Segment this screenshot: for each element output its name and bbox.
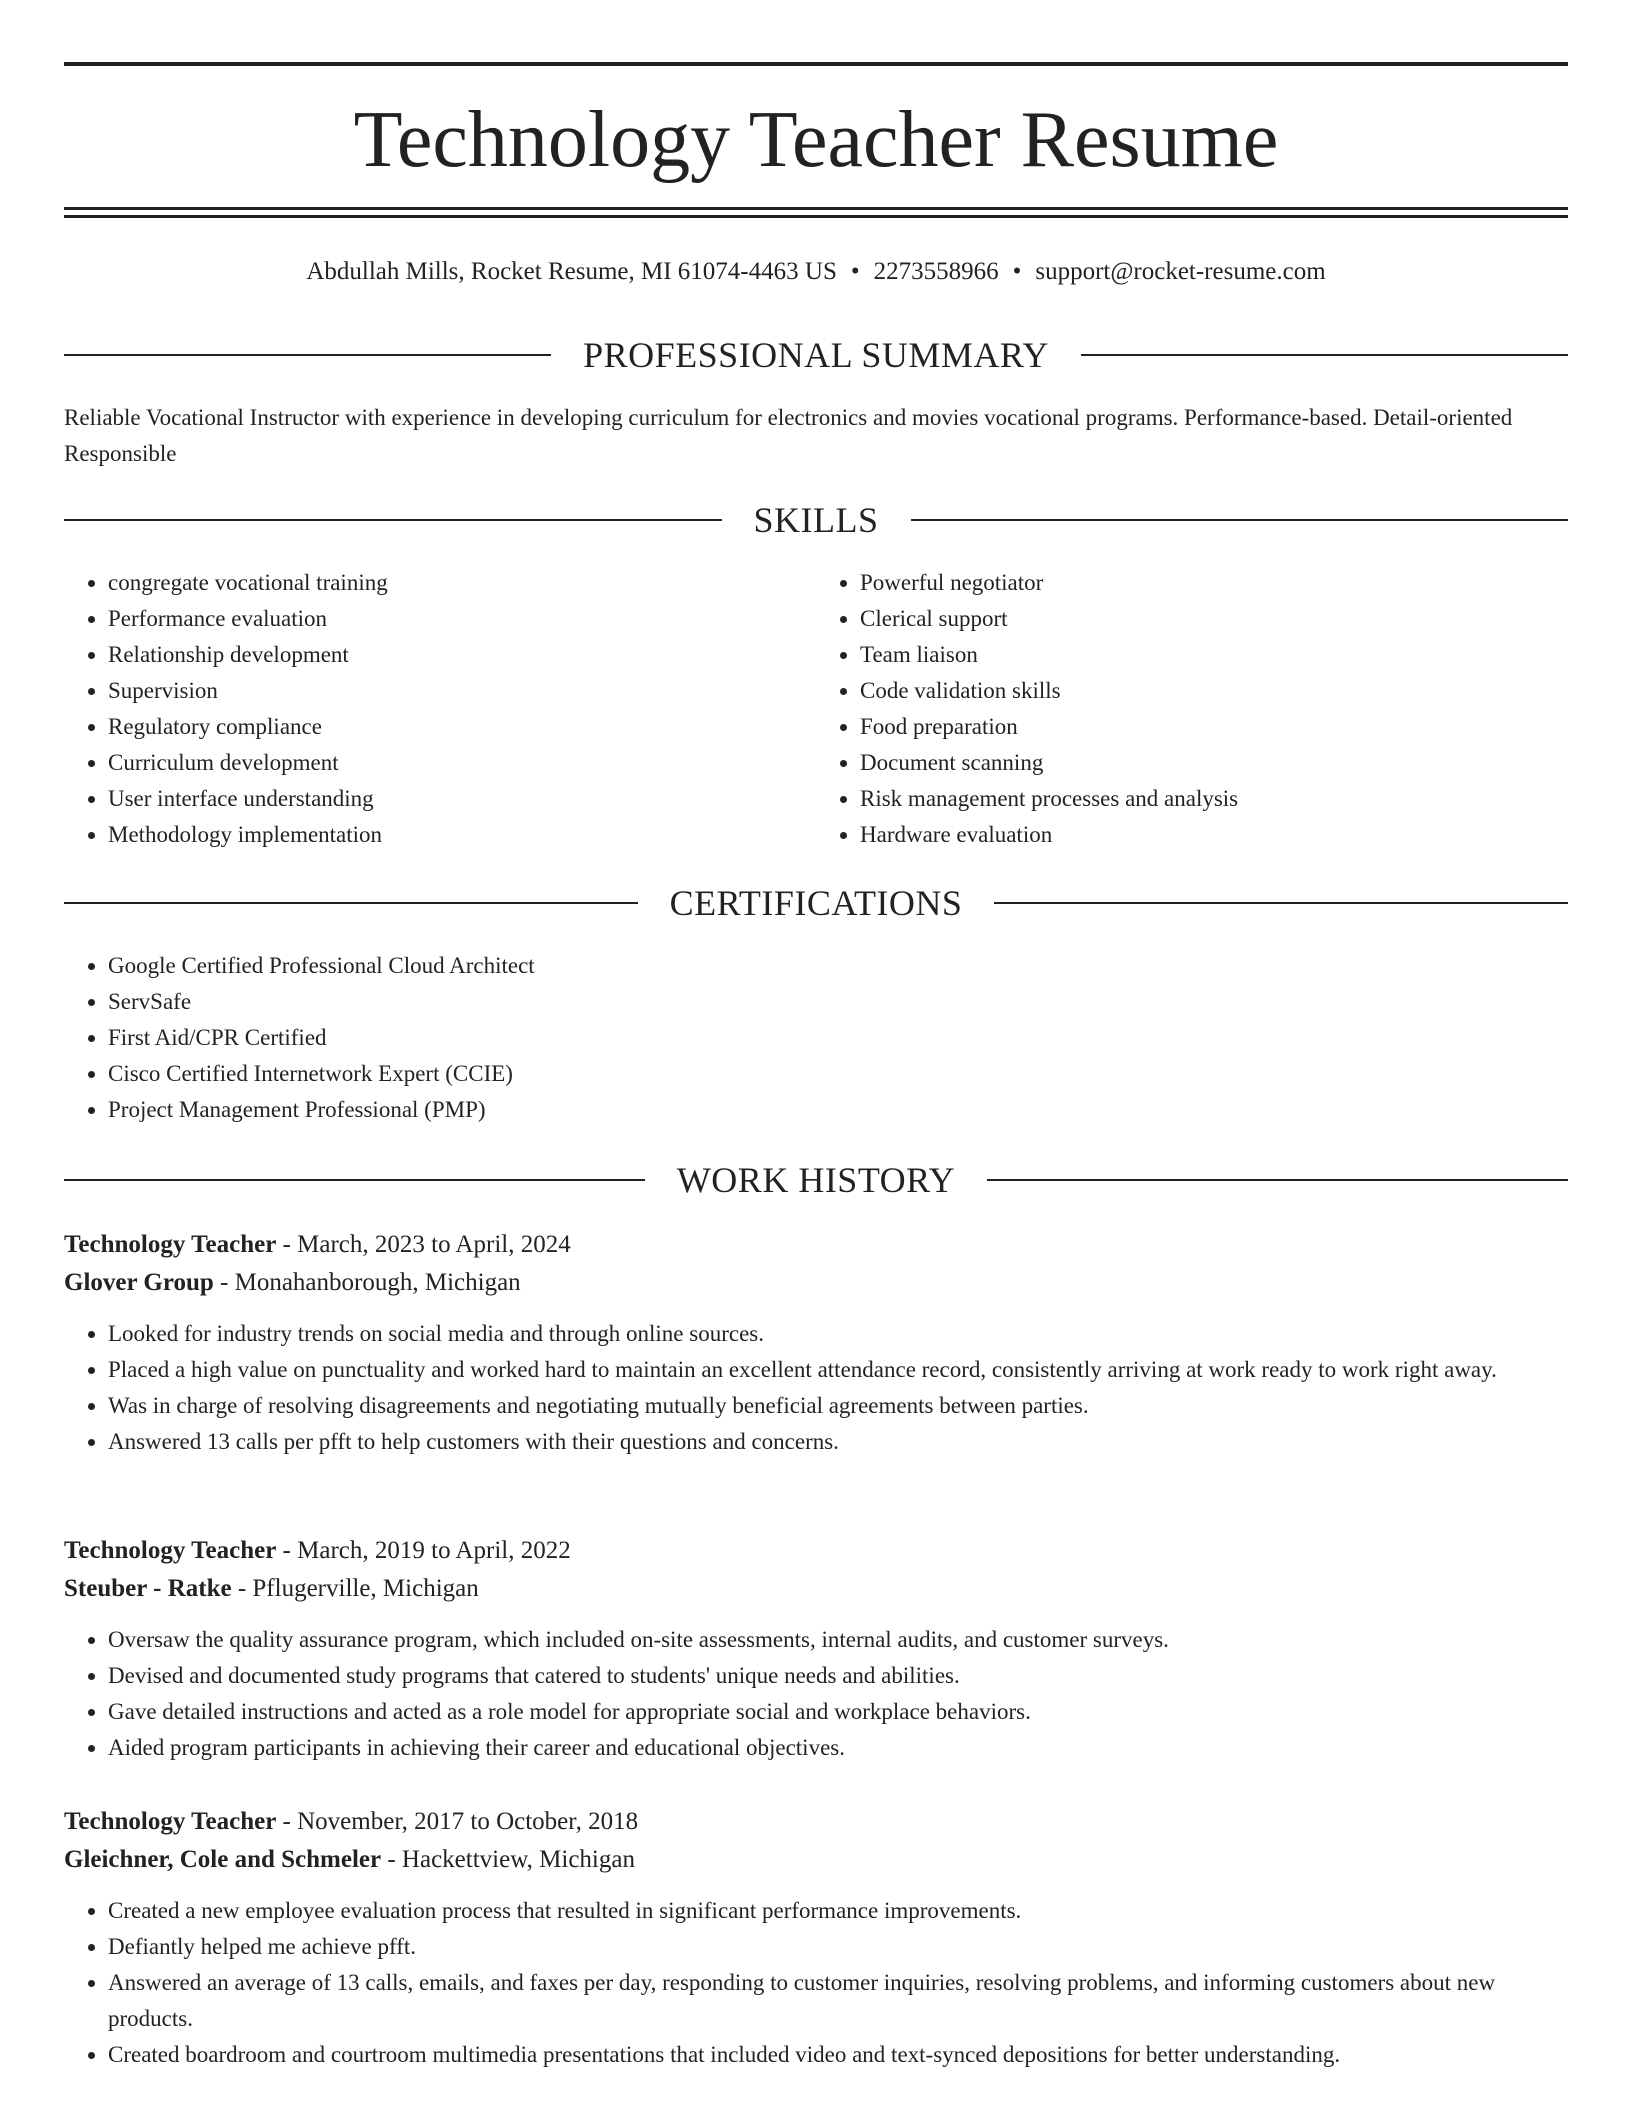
work-heading-row bbox=[64, 1158, 1568, 1202]
skill-item: • Clerical support bbox=[860, 601, 1568, 637]
skill-item: • User interface understanding bbox=[108, 781, 816, 817]
skill-item: • Code validation skills bbox=[860, 673, 1568, 709]
job-title: Technology Teacher bbox=[64, 1808, 277, 1835]
job-company-line bbox=[64, 1264, 1568, 1302]
title-double-rule bbox=[64, 207, 1568, 218]
job-title: Technology Teacher bbox=[64, 1231, 277, 1258]
heading-rule-right bbox=[911, 519, 1569, 521]
job-bullet: • Oversaw the quality assurance program, which included on-site assessments, internal audits, and customer surveys. bbox=[108, 1622, 1568, 1658]
skills-list bbox=[64, 565, 1568, 853]
skill-item: • congregate vocational training bbox=[108, 565, 816, 601]
contact-line bbox=[64, 255, 1568, 289]
job-title: Technology Teacher bbox=[64, 1537, 277, 1564]
heading-rule-right bbox=[1081, 354, 1568, 356]
job-bullet: • Created a new employee evaluation process that resulted in significant performance improvements. bbox=[108, 1893, 1568, 1929]
job-bullets bbox=[64, 1316, 1568, 1460]
skill-item: • Relationship development bbox=[108, 637, 816, 673]
heading-rule-left bbox=[64, 1179, 645, 1181]
contact-separator: • bbox=[850, 258, 860, 285]
job-bullet: • Answered 13 calls per pfft to help customers with their questions and concerns. bbox=[108, 1424, 1568, 1460]
job-bullet: • Created boardroom and courtroom multimedia presentations that included video and text-synced depositions for better understanding. bbox=[108, 2037, 1568, 2073]
job-bullet: • Placed a high value on punctuality and worked hard to maintain an excellent attendance record, consistently arriving at work ready to work right away. bbox=[108, 1352, 1568, 1388]
certifications-heading: CERTIFICATIONS bbox=[669, 883, 963, 923]
contact-separator: • bbox=[1012, 258, 1022, 285]
heading-rule-left bbox=[64, 902, 638, 904]
skills-heading-row bbox=[64, 498, 1568, 542]
job-location: - Monahanborough, Michigan bbox=[213, 1269, 521, 1296]
job-dates: - March, 2023 to April, 2024 bbox=[276, 1231, 571, 1258]
certification-item: • Project Management Professional (PMP) bbox=[108, 1092, 1568, 1128]
certification-item: • First Aid/CPR Certified bbox=[108, 1020, 1568, 1056]
heading-rule-right bbox=[994, 902, 1568, 904]
skills-heading: SKILLS bbox=[753, 500, 879, 540]
job-location: - Pflugerville, Michigan bbox=[231, 1575, 479, 1602]
job-bullet: • Looked for industry trends on social media and through online sources. bbox=[108, 1316, 1568, 1352]
skill-item: • Food preparation bbox=[860, 709, 1568, 745]
job-title-line bbox=[64, 1532, 1568, 1570]
job-bullets bbox=[64, 1893, 1568, 2073]
job-location: - Hackettview, Michigan bbox=[381, 1846, 635, 1873]
job-bullet: • Devised and documented study programs that catered to students' unique needs and abilities. bbox=[108, 1658, 1568, 1694]
work-heading: WORK HISTORY bbox=[676, 1160, 956, 1200]
job-entry bbox=[64, 1226, 1568, 1460]
job-bullet: • Defiantly helped me achieve pfft. bbox=[108, 1929, 1568, 1965]
contact-phone: 2273558966 bbox=[873, 258, 999, 285]
skill-item: • Hardware evaluation bbox=[860, 817, 1568, 853]
certification-item: • Cisco Certified Internetwork Expert (CCIE) bbox=[108, 1056, 1568, 1092]
skill-item: • Performance evaluation bbox=[108, 601, 816, 637]
certifications-list bbox=[64, 948, 1568, 1128]
skill-item: • Supervision bbox=[108, 673, 816, 709]
heading-rule-left bbox=[64, 354, 551, 356]
summary-heading: PROFESSIONAL SUMMARY bbox=[583, 335, 1049, 375]
job-bullet: • Aided program participants in achieving their career and educational objectives. bbox=[108, 1730, 1568, 1766]
skills-column-left bbox=[64, 565, 816, 853]
certifications-heading-row bbox=[64, 881, 1568, 925]
certification-item: • Google Certified Professional Cloud Architect bbox=[108, 948, 1568, 984]
contact-address: Abdullah Mills, Rocket Resume, MI 61074-4463 US bbox=[306, 258, 837, 285]
skill-item: • Powerful negotiator bbox=[860, 565, 1568, 601]
skills-column-right bbox=[816, 565, 1568, 853]
job-dates: - March, 2019 to April, 2022 bbox=[276, 1537, 571, 1564]
resume-title: Technology Teacher Resume bbox=[353, 96, 1279, 184]
skill-item: • Team liaison bbox=[860, 637, 1568, 673]
job-company-line bbox=[64, 1841, 1568, 1879]
job-bullet: • Gave detailed instructions and acted as a role model for appropriate social and workplace behaviors. bbox=[108, 1694, 1568, 1730]
skill-item: • Risk management processes and analysis bbox=[860, 781, 1568, 817]
skill-item: • Curriculum development bbox=[108, 745, 816, 781]
job-company: Steuber - Ratke bbox=[64, 1575, 232, 1602]
job-entry bbox=[64, 1803, 1568, 2073]
job-bullet: • Was in charge of resolving disagreements and negotiating mutually beneficial agreements between parties. bbox=[108, 1388, 1568, 1424]
job-bullets bbox=[64, 1622, 1568, 1766]
certification-item: • ServSafe bbox=[108, 984, 1568, 1020]
job-title-line bbox=[64, 1226, 1568, 1264]
summary-text: Reliable Vocational Instructor with experience in developing curriculum for electronics and movies vocational programs. Performance-based. Detail-oriented Responsible bbox=[64, 405, 1513, 466]
job-title-line bbox=[64, 1803, 1568, 1841]
job-company-line bbox=[64, 1570, 1568, 1608]
contact-email: support@rocket-resume.com bbox=[1035, 258, 1326, 285]
skill-item: • Regulatory compliance bbox=[108, 709, 816, 745]
job-bullet: • Answered an average of 13 calls, emails, and faxes per day, responding to customer inquiries, resolving problems, and informing customers about new products. bbox=[108, 1965, 1568, 2037]
job-company: Glover Group bbox=[64, 1269, 214, 1296]
heading-rule-right bbox=[987, 1179, 1568, 1181]
job-company: Gleichner, Cole and Schmeler bbox=[64, 1846, 382, 1873]
job-entry bbox=[64, 1532, 1568, 1766]
summary-heading-row bbox=[64, 333, 1568, 377]
heading-rule-left bbox=[64, 519, 722, 521]
skill-item: • Document scanning bbox=[860, 745, 1568, 781]
top-rule bbox=[64, 62, 1568, 66]
job-dates: - November, 2017 to October, 2018 bbox=[276, 1808, 639, 1835]
skill-item: • Methodology implementation bbox=[108, 817, 816, 853]
